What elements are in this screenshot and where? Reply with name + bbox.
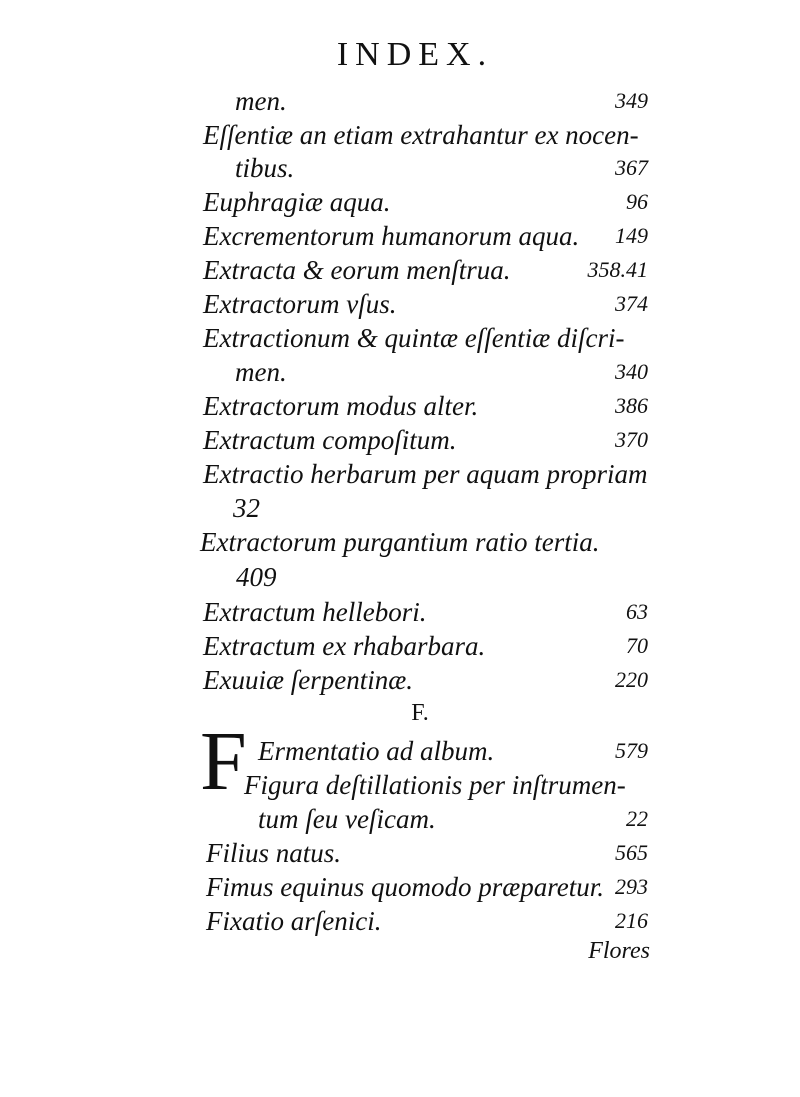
index-entry bbox=[0, 457, 800, 491]
index-entry bbox=[0, 734, 800, 768]
index-entry bbox=[0, 663, 800, 697]
entry-text: Extractorum modus alter. bbox=[203, 391, 479, 421]
index-entry bbox=[0, 595, 800, 629]
index-entry bbox=[0, 629, 800, 663]
entry-page-number: 386 bbox=[615, 393, 648, 418]
index-entry bbox=[0, 423, 800, 457]
index-entry bbox=[0, 287, 800, 321]
entry-text: Figura deſtillationis per inſtrumen- bbox=[244, 770, 626, 800]
index-entry bbox=[0, 836, 800, 870]
entry-page-number: 70 bbox=[626, 633, 648, 658]
index-entry bbox=[0, 525, 800, 559]
index-entry bbox=[0, 802, 800, 836]
entry-text: Filius natus. bbox=[206, 838, 342, 868]
entry-text: Ermentatio ad album. bbox=[258, 736, 495, 766]
entry-page-number: 374 bbox=[615, 291, 648, 316]
entry-page-number: 22 bbox=[626, 806, 648, 831]
index-entry bbox=[0, 355, 800, 389]
catchword: Flores bbox=[588, 938, 650, 964]
entry-text: 409 bbox=[236, 562, 277, 592]
index-entry bbox=[0, 118, 800, 152]
entry-page-number: 565 bbox=[615, 840, 648, 865]
entry-page-number: 149 bbox=[615, 223, 648, 248]
index-entry bbox=[0, 321, 800, 355]
entry-page-number: 340 bbox=[615, 359, 648, 384]
index-entry bbox=[0, 768, 800, 802]
entry-page-number: 367 bbox=[615, 155, 648, 180]
entry-text: Extractum compoſitum. bbox=[203, 425, 457, 455]
index-entry bbox=[0, 253, 800, 287]
entry-page-number: 579 bbox=[615, 738, 648, 763]
index-entry bbox=[0, 84, 800, 118]
entry-text: Exuuiæ ſerpentinæ. bbox=[203, 665, 413, 695]
entry-text: Euphragiæ aqua. bbox=[203, 187, 391, 217]
entry-text: Fimus equinus quomodo præparetur. bbox=[206, 872, 605, 902]
index-entry bbox=[0, 389, 800, 423]
entry-page-number: 96 bbox=[626, 189, 648, 214]
entry-text: Extractorum purgantium ratio tertia. bbox=[200, 527, 600, 557]
entry-text: men. bbox=[235, 357, 287, 387]
page-title: INDEX. bbox=[336, 36, 494, 73]
drop-cap-letter: F bbox=[200, 715, 247, 808]
entry-page-number: 293 bbox=[615, 874, 648, 899]
index-entry bbox=[0, 870, 800, 904]
entry-text: Extractorum vſus. bbox=[203, 289, 397, 319]
entry-text: men. bbox=[235, 86, 287, 116]
entry-text: Fixatio arſenici. bbox=[206, 906, 382, 936]
entry-text: Extractionum & quintæ eſſentiæ diſcri- bbox=[203, 323, 625, 353]
index-entry bbox=[0, 491, 800, 525]
entry-text: Extractum hellebori. bbox=[203, 597, 427, 627]
entry-text: Excrementorum humanorum aqua. bbox=[203, 221, 580, 251]
entry-text: Eſſentiæ an etiam extrahantur ex nocen- bbox=[203, 120, 639, 150]
entry-text: tibus. bbox=[235, 153, 295, 183]
index-entry bbox=[0, 560, 800, 594]
entry-page-number: 216 bbox=[615, 908, 648, 933]
entry-page-number: 63 bbox=[626, 599, 648, 624]
entry-text: 32 bbox=[233, 493, 260, 523]
index-entry bbox=[0, 219, 800, 253]
entry-text: Extractum ex rhabarbara. bbox=[203, 631, 486, 661]
section-heading-f: F. bbox=[411, 700, 429, 726]
entry-text: Extractio herbarum per aquam propriam bbox=[203, 459, 648, 489]
entry-text: Extracta & eorum menſtrua. bbox=[203, 255, 511, 285]
index-entry bbox=[0, 904, 800, 938]
entry-page-number: 220 bbox=[615, 667, 648, 692]
entry-page-number: 349 bbox=[615, 88, 648, 113]
entry-page-number: 370 bbox=[615, 427, 648, 452]
index-entry bbox=[0, 151, 800, 185]
entry-page-number: 358.41 bbox=[587, 257, 648, 282]
index-entry bbox=[0, 185, 800, 219]
entry-text: tum ſeu veſicam. bbox=[258, 804, 436, 834]
